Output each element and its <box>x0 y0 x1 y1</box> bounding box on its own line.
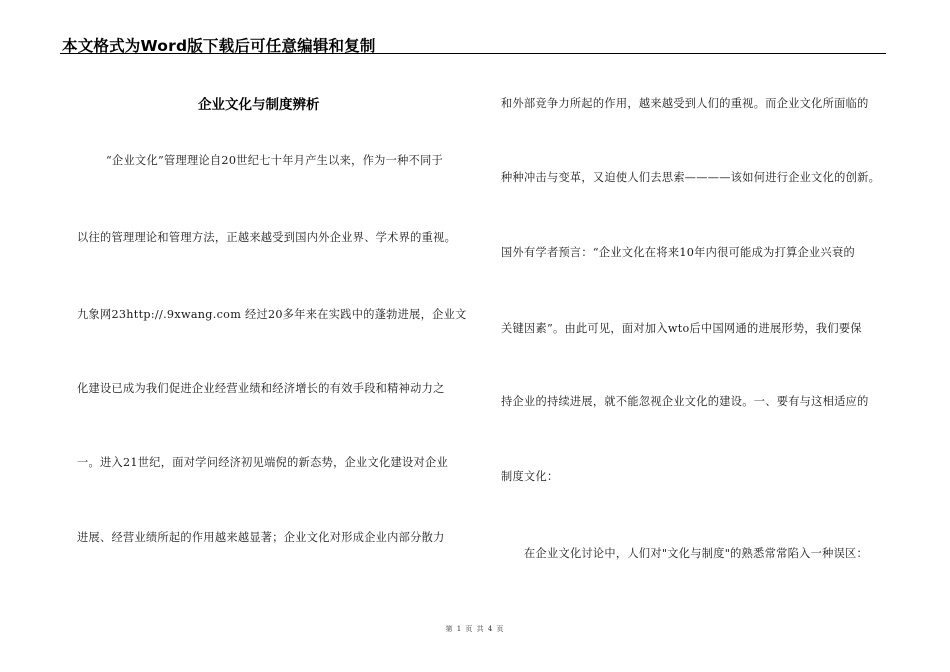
text-line: 关键因素”。由此可见，面对加入wto后中国网通的进展形势，我们要保 <box>501 322 862 335</box>
text-line: 以往的管理理论和管理方法，正越来越受到国内外企业界、学术界的重视。 <box>77 231 457 244</box>
text-line: “企业文化”管理理论自20世纪七十年月产生以来，作为一种不同于 <box>106 154 444 167</box>
download-banner: 本文格式为Word版下载后可任意编辑和复制 <box>62 37 376 55</box>
text-line: 化建设已成为我们促进企业经营业绩和经济增长的有效手段和精神动力之 <box>77 382 445 395</box>
text-line: 和外部竞争力所起的作用，越来越受到人们的重视。而企业文化所面临的 <box>501 97 869 110</box>
document-title: 企业文化与制度辨析 <box>198 97 320 113</box>
text-line: 进展、经营业绩所起的作用越来越显著；企业文化对形成企业内部分散力 <box>77 531 445 544</box>
text-line: 在企业文化讨论中，人们对"文化与制度"的熟悉常常陷入一种误区： <box>524 547 869 560</box>
text-line: 国外有学者预言：“企业文化在将来10年内很可能成为打算企业兴衰的 <box>501 246 855 259</box>
text-line: 持企业的持续进展，就不能忽视企业文化的建设。一、要有与这相适应的 <box>501 395 869 408</box>
text-line: 制度文化： <box>501 470 559 483</box>
page-number: 第 1 页 共 4 页 <box>445 625 505 633</box>
header-divider <box>60 53 886 54</box>
text-line: 种种冲击与变革，又迫使人们去思索————该如何进行企业文化的创新。 <box>501 171 881 184</box>
text-line: 九象网23http://.9xwang.com 经过20多年来在实践中的蓬勃进展，企业文 <box>77 308 467 321</box>
text-line: 一。进入21世纪，面对学问经济初见端倪的新态势，企业文化建设对企业 <box>77 456 448 469</box>
